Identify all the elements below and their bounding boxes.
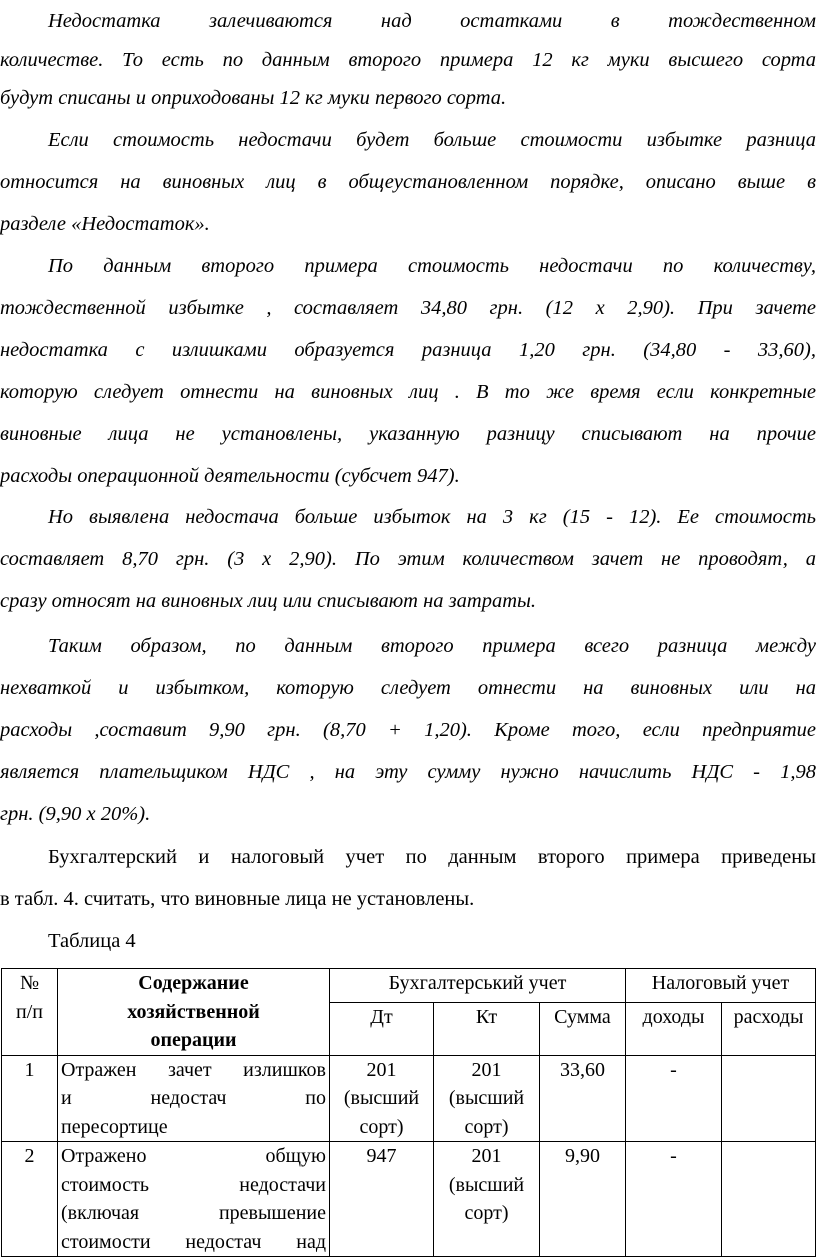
paragraph-line: Недостатка залечиваются над остатками в тождественном xyxy=(48,10,816,32)
row-num: 2 xyxy=(2,1142,58,1257)
paragraph-line: в табл. 4. считать, что виновные лица не установлены. xyxy=(0,888,475,910)
row-content-line: (включая превышение xyxy=(61,1202,326,1224)
row-content-line: стоимости недостач над xyxy=(61,1230,326,1253)
row-expenses xyxy=(722,1055,816,1142)
header-kt: Кт xyxy=(434,1002,540,1055)
row-dt: 947 xyxy=(330,1142,434,1257)
row-content-line: Отражено общую xyxy=(61,1145,326,1167)
row-content-line: Отражен зачет излишков xyxy=(61,1058,326,1081)
paragraph-line: По данным второго примера стоимость недостачи по количеству, xyxy=(48,255,816,277)
row-content-line: и недостач по xyxy=(61,1087,326,1109)
paragraph-line: тождественной избытке , составляет 34,80 грн. (12 х 2,90). При зачете xyxy=(0,297,816,319)
paragraph-line: Бухгалтерский и налоговый учет по данным второго примера приведены xyxy=(48,846,816,868)
paragraph-line: будут списаны и оприходованы 12 кг муки первого сорта. xyxy=(0,87,507,109)
paragraph-line: Таким образом, по данным второго примера всего разница между xyxy=(48,635,816,657)
paragraph-line: относится на виновных лиц в общеустановленном порядке, описано выше в xyxy=(0,171,816,193)
paragraph-line: расходы ,составит 9,90 грн. (8,70 + 1,20). Кроме того, если предприятие xyxy=(0,719,816,741)
paragraph-line: является плательщиком НДС , на эту сумму нужно начислить НДС - 1,98 xyxy=(0,761,816,783)
row-dt: 201 (высший сорт) xyxy=(330,1055,434,1142)
header-dt: Дт xyxy=(330,1002,434,1055)
row-sum: 9,90 xyxy=(540,1142,626,1257)
table-header-row xyxy=(2,969,816,1003)
paragraph-line: Таблица 4 xyxy=(48,930,136,952)
row-content xyxy=(58,1055,330,1142)
paragraph-line: Если стоимость недостачи будет больше стоимости избытке разница xyxy=(48,129,816,151)
header-num: № п/п xyxy=(2,969,58,1056)
row-content-line: стоимость недостачи xyxy=(61,1173,326,1196)
paragraph-line: грн. (9,90 х 20%). xyxy=(0,803,151,825)
header-income: доходы xyxy=(626,1002,722,1055)
header-expenses: расходы xyxy=(722,1002,816,1055)
paragraph-line: виновные лица не установлены, указанную разницу списывают на прочие xyxy=(0,423,816,445)
row-expenses xyxy=(722,1142,816,1257)
paragraph-line: расходы операционной деятельности (субсчет 947). xyxy=(0,465,460,487)
row-income: - xyxy=(626,1055,722,1142)
header-tax: Налоговый учет xyxy=(626,969,816,1003)
row-kt: 201 (высший сорт) xyxy=(434,1142,540,1257)
row-num: 1 xyxy=(2,1055,58,1142)
paragraph-line: составляет 8,70 грн. (3 х 2,90). По этим количеством зачет не проводят, а xyxy=(0,548,816,570)
paragraph-line: которую следует отнести на виновных лиц . В то же время если конкретные xyxy=(0,381,816,403)
paragraph-line: сразу относят на виновных лиц или списывают на затраты. xyxy=(0,590,537,612)
table-4 xyxy=(1,968,816,1257)
header-accounting: Бухгалтерський учет xyxy=(330,969,626,1003)
header-content: Содержание хозяйственной операции xyxy=(58,969,330,1056)
row-kt: 201 (высший сорт) xyxy=(434,1055,540,1142)
paragraph-line: Но выявлена недостача больше избыток на 3 кг (15 - 12). Ее стоимость xyxy=(48,506,816,528)
table-row xyxy=(2,1055,816,1142)
paragraph-line: количестве. То есть по данным второго примера 12 кг муки высшего сорта xyxy=(0,49,816,71)
row-content-line: пересортице xyxy=(61,1115,168,1138)
row-content xyxy=(58,1142,330,1257)
row-income: - xyxy=(626,1142,722,1257)
header-sum: Сумма xyxy=(540,1002,626,1055)
paragraph-line: разделе «Недостаток». xyxy=(0,213,210,235)
row-sum: 33,60 xyxy=(540,1055,626,1142)
paragraph-line: недостатка с излишками образуется разница 1,20 грн. (34,80 - 33,60), xyxy=(0,339,816,361)
table-row xyxy=(2,1142,816,1257)
paragraph-line: нехваткой и избытком, которую следует отнести на виновных или на xyxy=(0,677,816,699)
